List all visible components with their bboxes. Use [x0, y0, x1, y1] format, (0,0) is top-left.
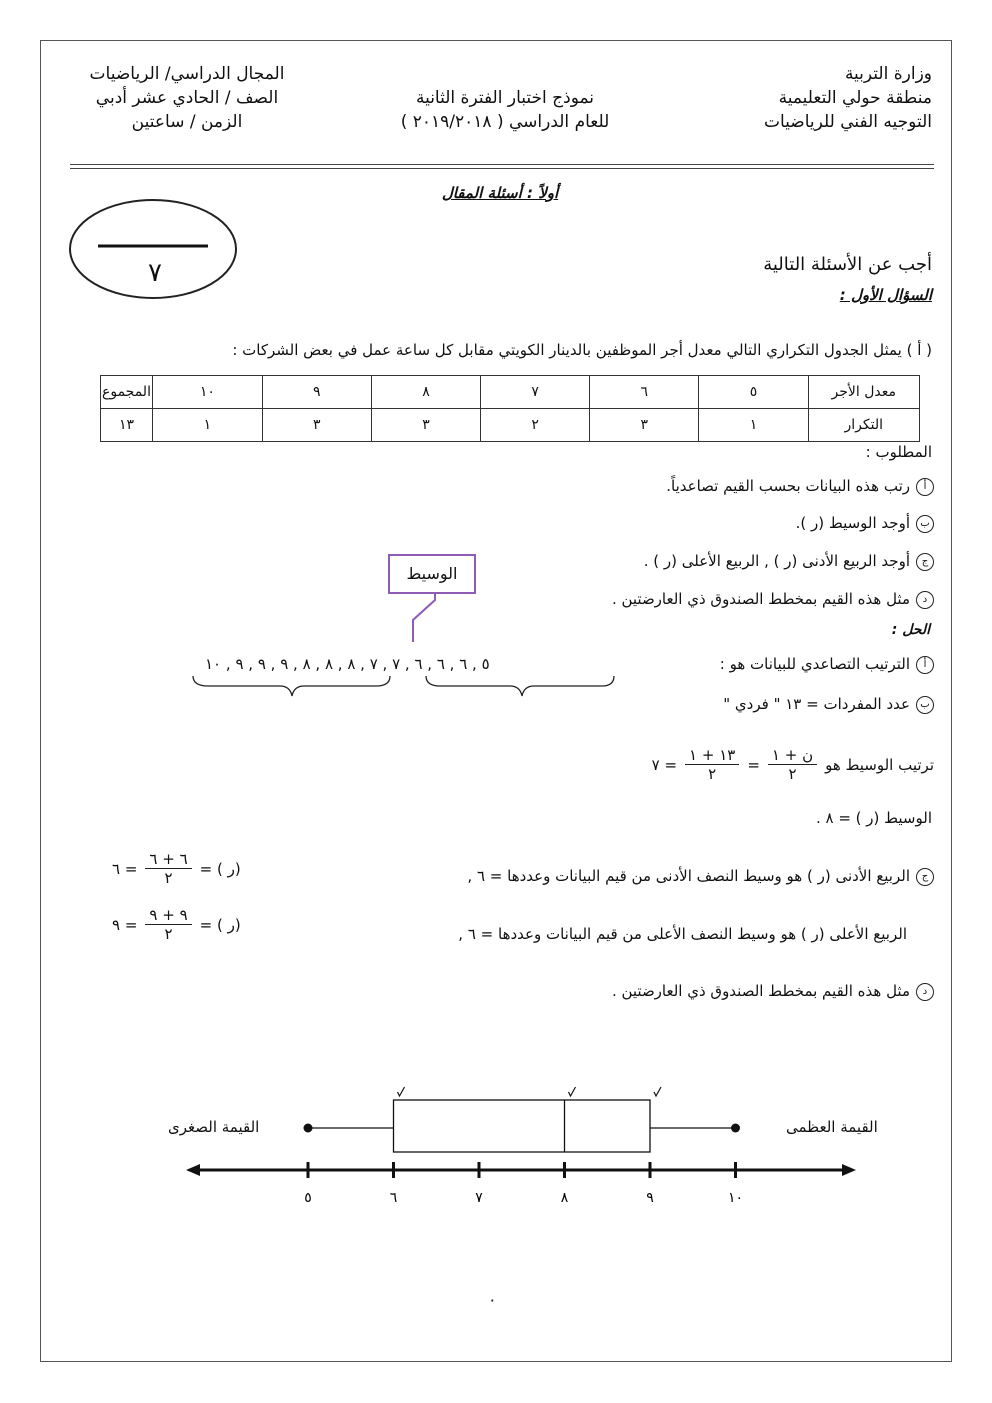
tick-label: ٨ [560, 1190, 569, 1206]
grade: الصف / الحادي عشر أدبي [95, 88, 279, 108]
median-line: الوسيط (ر ) = ٨ . [815, 809, 932, 827]
max-point [731, 1124, 740, 1133]
marker-c: ج [916, 868, 934, 886]
sort-label: الترتيب التصاعدي للبيانات هو : [719, 655, 910, 673]
page-number: ٠ [488, 1290, 497, 1309]
task-text: أوجد الربيع الأدنى (ر ) , الربيع الأعلى (ر ) . [643, 552, 910, 570]
median-order-result: = ٧ [651, 755, 678, 774]
q1-line [467, 867, 934, 886]
table-row-wage [101, 376, 920, 409]
duration: الزمن / ساعتين [131, 112, 243, 132]
exam-title: نموذج اختبار الفترة الثانية [415, 88, 595, 108]
subject: المجال الدراسي/ الرياضيات [89, 64, 285, 84]
section-title: أولاً : أسئلة المقال [441, 184, 559, 202]
task-b [796, 514, 934, 533]
task-text: أوجد الوسيط (ر ). [795, 514, 910, 532]
q3-result: = ٩ [112, 915, 138, 934]
marker-d: د [916, 591, 934, 609]
table-cell: ٨ [371, 376, 480, 409]
table-cell: ٣ [371, 409, 480, 442]
table-cell: ٩ [262, 376, 371, 409]
median-order [652, 746, 934, 783]
marker-d: د [916, 983, 934, 1001]
solution-b [723, 695, 934, 714]
question-title: السؤال الأول : [839, 286, 932, 304]
marker-a: أ [916, 478, 934, 496]
solution-d [612, 982, 934, 1001]
q3-line: الربيع الأعلى (ر ) هو وسيط النصف الأعلى من قيم البيانات وعددها = ٦ , [458, 925, 907, 943]
q3-calc [112, 906, 241, 943]
table-cell: ٧ [481, 376, 590, 409]
fraction [768, 746, 817, 783]
solution-a [720, 655, 934, 674]
numerator: ٦ + ٦ [145, 850, 191, 869]
marker-b: ب [916, 696, 934, 714]
arrow-right-icon [842, 1164, 856, 1176]
quartile-box [394, 1100, 651, 1152]
denominator: ٢ [164, 869, 173, 887]
tick-label: ٩ [646, 1190, 654, 1206]
marker-a: أ [916, 656, 934, 674]
task-d [612, 590, 934, 609]
tick-label: ٧ [475, 1190, 483, 1206]
equals: = [747, 755, 760, 774]
instruction: أجب عن الأسئلة التالية [763, 254, 932, 275]
table-cell: ٣ [262, 409, 371, 442]
tick-label: ٦ [389, 1190, 398, 1206]
header-divider [70, 164, 934, 165]
ministry-name: وزارة التربية [844, 64, 932, 84]
numerator: ١٣ + ١ [685, 746, 739, 765]
fraction [145, 850, 191, 887]
min-label: القيمة الصغرى [168, 1118, 260, 1136]
district-name: منطقة حولي التعليمية [778, 88, 932, 108]
median-order-label: ترتيب الوسيط هو [825, 755, 934, 774]
table-cell: ٢ [481, 409, 590, 442]
box-plot [0, 1080, 992, 1220]
denominator: ٢ [788, 765, 797, 783]
table-cell: التكرار [808, 409, 919, 442]
header-right [764, 62, 932, 134]
table-cell: ١ [152, 409, 262, 442]
grouping-braces [188, 672, 618, 702]
callout-pointer [405, 592, 445, 644]
table-cell: ٦ [590, 376, 699, 409]
numerator: ن + ١ [768, 746, 817, 765]
table-cell: ١٠ [152, 376, 262, 409]
q1-text: الربيع الأدنى (ر ) هو وسيط النصف الأدنى من قيم البيانات وعددها = ٦ , [467, 867, 910, 885]
sorted-data: ٥ , ٦ , ٦ , ٦ , ٧ , ٧ , ٨ , ٨ , ٨ , ٩ , ٩ , ٩ , ١٠ [205, 655, 490, 673]
fraction [145, 906, 191, 943]
table-cell: ٣ [590, 409, 699, 442]
header-center [370, 86, 640, 134]
numerator: ٩ + ٩ [145, 906, 191, 925]
count-line: عدد المفردات = ١٣ " فردي " [723, 695, 910, 713]
required-label: المطلوب : [865, 443, 932, 461]
table-cell: ١٣ [101, 409, 153, 442]
median-callout: الوسيط [388, 554, 476, 594]
table-cell: ١ [699, 409, 808, 442]
plot-line: مثل هذه القيم بمخطط الصندوق ذي العارضتين . [611, 982, 910, 1000]
check-icon [569, 1087, 576, 1096]
q1-calc [112, 850, 241, 887]
frequency-table [100, 375, 920, 442]
check-icon [398, 1087, 405, 1096]
school-year: للعام الدراسي ( ٢٠١٩/٢٠١٨ ) [400, 112, 610, 132]
marker-c: ج [916, 553, 934, 571]
question-intro: ( أ ) يمثل الجدول التكراري التالي معدل أجر الموظفين بالدينار الكويتي مقابل كل ساعة عمل في بعض الشركات : [232, 341, 932, 359]
tick-label: ١٠ [727, 1190, 744, 1206]
table-row-frequency [101, 409, 920, 442]
department-name: التوجيه الفني للرياضيات [763, 112, 932, 132]
denominator: ٢ [708, 765, 717, 783]
max-label: القيمة العظمى [786, 1118, 878, 1136]
q1-result: = ٦ [112, 859, 138, 878]
table-cell: معدل الأجر [808, 376, 919, 409]
task-c [644, 552, 934, 571]
eq-r: (ر ) = [199, 915, 241, 934]
marker-b: ب [916, 515, 934, 533]
eq-r: (ر ) = [199, 859, 241, 878]
denominator: ٢ [164, 925, 173, 943]
check-icon [654, 1087, 661, 1096]
header-left [62, 62, 312, 134]
tick-label: ٥ [304, 1190, 312, 1206]
table-cell: المجموع [101, 376, 153, 409]
task-a [666, 477, 934, 496]
task-text: مثل هذه القيم بمخطط الصندوق ذي العارضتين . [611, 590, 910, 608]
header-divider-2 [70, 168, 934, 169]
task-text: رتب هذه البيانات بحسب القيم تصاعدياً. [666, 477, 910, 495]
min-point [304, 1124, 313, 1133]
solution-label: الحل : [891, 622, 930, 638]
fraction [685, 746, 739, 783]
table-cell: ٥ [699, 376, 808, 409]
score-value: ٧ [148, 258, 162, 288]
arrow-left-icon [186, 1164, 200, 1176]
